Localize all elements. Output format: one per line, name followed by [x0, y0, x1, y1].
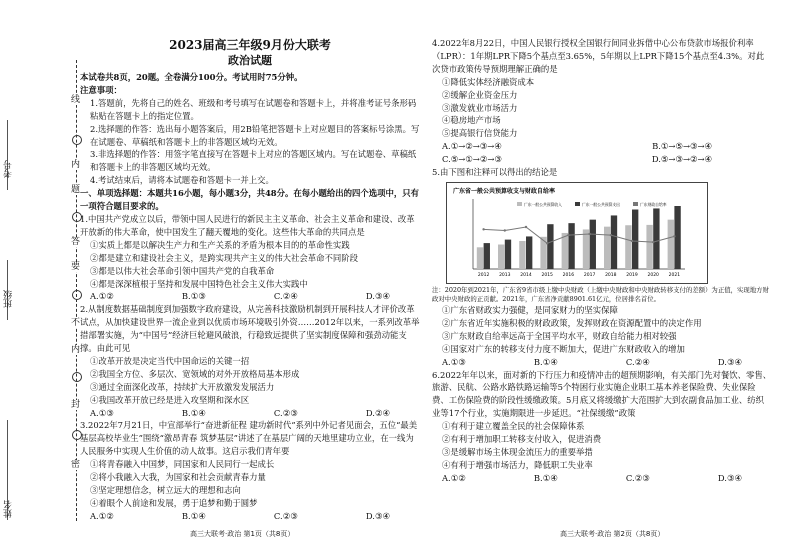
- page-2-footer: 高三大联考·政治 第2页（共8页）: [560, 530, 665, 538]
- chart-bar: [526, 236, 532, 269]
- option: D.②④: [365, 407, 390, 418]
- q4-item: ②缓解企业资金压力: [442, 89, 518, 100]
- q6-item: ①有利于建立覆盖全民的社会保障体系: [442, 421, 585, 432]
- question-2-stem: 2.从制度数据基础制度到加强数字政府建设，从完善科技激励机制到开展科技人才评价改革试点，从加快建设世界一流企业到以优质市场环境吸引外资……2012年以来，一系列改革举措部署实施，为“中国号”经济巨轮避风破浪，行稳致远提供了坚实制度保障和强劲动能支撑。由此可见: [80, 304, 420, 354]
- option: C.②④: [625, 356, 650, 367]
- q2-item: ④我国改革开放已经是进入攻坚期和深水区: [90, 394, 250, 405]
- chart-bar: [646, 225, 652, 269]
- page-1-footer: 高三大联考·政治 第1页（共8页）: [190, 530, 295, 538]
- ratio-point: [567, 234, 569, 236]
- seal-char: 内: [71, 160, 81, 170]
- chart-bar: [590, 220, 596, 269]
- legend-swatch: [633, 202, 638, 206]
- fiscal-chart: [446, 182, 708, 284]
- seal-char: 题: [71, 185, 81, 195]
- q1-item: ③都是以伟大社会革命引领中国共产党的自我革命: [90, 265, 275, 276]
- option: A.①②: [90, 291, 114, 302]
- ratio-line: [484, 227, 675, 243]
- chart-bar: [625, 225, 631, 269]
- option: C.②③: [625, 472, 650, 483]
- option: A.①②: [442, 472, 466, 483]
- option: C.②③: [273, 407, 298, 418]
- chart-bar: [653, 208, 659, 269]
- option: C.②③: [273, 510, 298, 521]
- x-tick-label: 2017: [583, 272, 596, 278]
- question-5-stem: 5.由下图和注释可以得出的结论是: [432, 167, 558, 178]
- q5-item: ②广东省近年实施积极的财政政策，发挥财政在资源配置中的决定作用: [442, 317, 702, 328]
- chart-bar: [668, 220, 674, 269]
- chart-bar: [674, 206, 680, 269]
- option: D.③④: [365, 291, 390, 302]
- q3-item: ②将小我融入大我，为国家和社会贡献青春力量: [90, 472, 266, 483]
- chart-bar: [604, 227, 610, 269]
- ratio-point: [631, 240, 633, 242]
- legend-label: 广东财政自给率: [640, 201, 667, 207]
- q6-item: ④有利于增强市场活力，降低职工失业率: [442, 459, 593, 470]
- q3-item: ③坚定理想信念，树立远大的理想和志向: [90, 485, 241, 495]
- x-tick-label: 2019: [626, 272, 638, 278]
- seal-char: 密: [71, 460, 81, 470]
- q2-item: ②我国全方位、多层次、宽领域的对外开放格局基本形成: [90, 368, 300, 379]
- option: C.②④: [273, 291, 298, 302]
- seal-char: 不: [71, 318, 81, 328]
- ratio-point: [482, 228, 484, 230]
- option: A.①③: [90, 407, 114, 418]
- exam-number-label: 考号: [4, 160, 14, 178]
- chart-bar: [583, 229, 589, 269]
- chart-bar: [611, 215, 617, 269]
- name-label: 姓名: [4, 500, 14, 518]
- option: B.①④: [533, 356, 558, 367]
- chart-bar: [547, 224, 553, 269]
- option: A.①③: [442, 356, 466, 367]
- chart-bar: [477, 247, 483, 269]
- q5-options: [432, 356, 772, 369]
- option: D.⑤→③→②→④: [651, 154, 712, 165]
- seal-char: 封: [71, 400, 81, 410]
- page-1-column: [80, 37, 420, 523]
- notice-item: 4.考试结束后，请将本试题卷和答题卡一并上交。: [90, 175, 274, 186]
- chart-bar: [505, 240, 511, 269]
- option: B.①④: [181, 407, 206, 418]
- option: B.①→⑤→③→④: [652, 141, 712, 152]
- q6-item: ③是缓解市场主体现金流压力的重要举措: [442, 446, 593, 457]
- q2-item: ③通过全面深化改革，持续扩大开放激发发展活力: [90, 381, 275, 392]
- legend-label: 广东一般公共预算收入: [524, 201, 562, 207]
- q5-item: ④国家对广东的转移支付力度不断加大，促进广东财政收入的增加: [442, 343, 685, 354]
- option: B.①③: [181, 291, 206, 302]
- chart-bar: [540, 237, 546, 269]
- question-1-stem: 1.中国共产党成立以后，带领中国人民进行的新民主主义革命、社会主义革命和建设、改革开放新的伟大革命，使中国发生了翻天覆地的变化。这些伟大革命的共同点是: [80, 213, 415, 237]
- fiscal-chart-svg: [447, 183, 707, 283]
- option: C.⑤→①→②→③: [442, 154, 502, 165]
- x-tick-label: 2012: [477, 272, 490, 278]
- section-heading: 一、单项选择题：本题共16小题，每小题3分，共48分。在每小题给出的四个选项中，只有一项符合题目要求的。: [80, 188, 420, 212]
- q4-options: [432, 140, 772, 153]
- q2-options: [80, 407, 420, 420]
- q4-item: ⑤提高银行信贷能力: [442, 128, 518, 139]
- legend-label: 广东一般公共预算支出: [582, 201, 620, 207]
- chart-bar: [484, 243, 490, 269]
- option: D.③④: [717, 472, 742, 483]
- chart-bar: [632, 209, 638, 269]
- x-tick-label: 2020: [647, 272, 659, 278]
- question-3-stem: 3.2022年7月21日，中宣部举行“奋进新征程 建功新时代”系列中外记者见面会，五位“最美基层高校毕业生”围绕“激昂青春 筑梦基层”讲述了在基层广阔的天地里建功立业，在一线为人民服务中实现人生价值的动人故事。这启示我们青年要: [80, 420, 418, 457]
- seal-char: 要: [71, 262, 81, 272]
- option: B.①④: [533, 472, 558, 483]
- q4-item: ①降低实体经济融资成本: [442, 76, 535, 87]
- chart-bar: [519, 241, 525, 269]
- q5-item: ①广东省财政实力强健，是同家财力的坚实保障: [442, 304, 618, 315]
- option: A.①→②→③→④: [442, 141, 502, 152]
- question-4-stem: 4.2022年8月22日，中国人民银行授权全国银行间同业拆借中心公布贷款市场报价利率（LPR）：1年期LPR下降5个基点至3.65%，5年期以上LPR下降15个基点至4.3%。对此次贷市政策传导预期理解正确的是: [432, 38, 765, 74]
- ratio-point: [546, 242, 548, 244]
- q1-options: [80, 290, 420, 303]
- binding-margin: [0, 0, 81, 551]
- q4-options: [432, 153, 772, 166]
- option: D.③④: [365, 510, 390, 521]
- notice-item: 2.选择题的作答：选出每小题答案后，用2B铅笔把答题卡上对应题目的答案标号涂黑。写在试题卷、草稿纸和答题卡上的非答题区域均无效。: [90, 123, 420, 147]
- ratio-point: [652, 241, 654, 243]
- seal-char: 答: [71, 237, 81, 247]
- seal-char: 内: [71, 345, 81, 355]
- q3-item: ④着眼个人前途和发展，勇于追梦和勤于圆梦: [90, 497, 258, 508]
- notice-item: 3.非选择题的作答：用签字笔直接写在答题卡上对应的答题区域内。写在试题卷、草稿纸和答题卡上的非答题区域均无效。: [90, 149, 417, 173]
- legend-swatch: [517, 202, 522, 206]
- question-6-stem: 6.2022年年以来，面对新的下行压力和疫情冲击的超预期影响，有关部门先对餐饮、零售、旅游、民航、公路水路铁路运输等5个特困行业实施企业职工基本养老保险费、失业保险费、工伤保险费的阶段性缓缴政策。5月底又将缓缴扩大范围扩大到农副食品加工业、纺织业等17个行业，实施期限进一步延迟。“社保缓缴”政策: [432, 369, 772, 419]
- x-tick-label: 2014: [520, 272, 532, 278]
- q3-options: [80, 510, 420, 523]
- notice-item: 1.答题前，先将自己的姓名、班级和考号填写在试题卷和答题卡上，并将准考证号条形码粘贴在答题卡上的指定位置。: [90, 97, 417, 121]
- q1-item: ①实质上都是以解决生产力和生产关系的矛盾为根本目的的革命性实践: [90, 239, 350, 250]
- q1-item: ②都是建立和建设社会主义，是跨实现共产主义的伟大社会革命不同阶段: [90, 252, 358, 263]
- legend-swatch: [575, 202, 580, 206]
- x-tick-label: 2016: [562, 272, 575, 278]
- x-tick-label: 2013: [499, 272, 511, 278]
- page-2-column: [432, 37, 772, 485]
- option: D.③④: [717, 356, 742, 367]
- q6-item: ②有利于增加职工转移支付收入，促进消费: [442, 434, 602, 445]
- x-tick-label: 2015: [541, 272, 553, 278]
- seal-char: 线: [71, 95, 81, 105]
- q1-item: ④都是深深植根于坚持和发展中国特色社会主义伟大实践中: [90, 278, 308, 289]
- chart-bar: [498, 244, 504, 269]
- exam-subtitle: 政治试题: [228, 54, 272, 67]
- ratio-point: [610, 234, 612, 236]
- option: B.①④: [181, 510, 206, 521]
- q4-item: ④稳房地产市场: [442, 115, 501, 126]
- q2-item: ①改革开放是决定当代中国命运的关键一招: [90, 355, 250, 366]
- exam-intro: 本试卷共8页，20题。全卷满分100分。考试用时75分钟。: [80, 72, 303, 82]
- exam-number-line: [7, 120, 8, 190]
- chart-bar: [568, 223, 574, 269]
- chart-note: 注：2020年到2021年，广东省9省市级上缴中央财政（上缴中央财政和中央财政转移支付的差额）为正值，实现地方财政对中央财政的正贡献。2021年，广东省净贡献8901.61亿元，位居排名首位。: [432, 285, 769, 303]
- notice-heading: 注意事项：: [80, 84, 122, 95]
- x-tick-label: 2018: [605, 272, 617, 278]
- ratio-point: [525, 226, 527, 228]
- x-tick-label: 2021: [668, 272, 681, 278]
- q5-item: ③广东财政自给率远高于全国平均水平，财政自给能力相对较强: [442, 330, 677, 341]
- q6-options: [432, 472, 772, 485]
- ratio-point: [504, 229, 506, 231]
- chart-title: 广东省一般公共预算收支与财政自给率: [453, 187, 556, 195]
- ratio-point: [588, 233, 590, 235]
- option: A.①②: [90, 510, 114, 521]
- class-label: 班级: [4, 290, 14, 308]
- q4-item: ③激发就业市场活力: [442, 102, 518, 113]
- chart-bar: [562, 233, 568, 269]
- exam-title: 2023届高三年级9月份大联考: [169, 38, 331, 52]
- q3-item: ①将青春融入中国梦，同国家和人民同行一起成长: [90, 459, 275, 470]
- ratio-point: [673, 235, 675, 237]
